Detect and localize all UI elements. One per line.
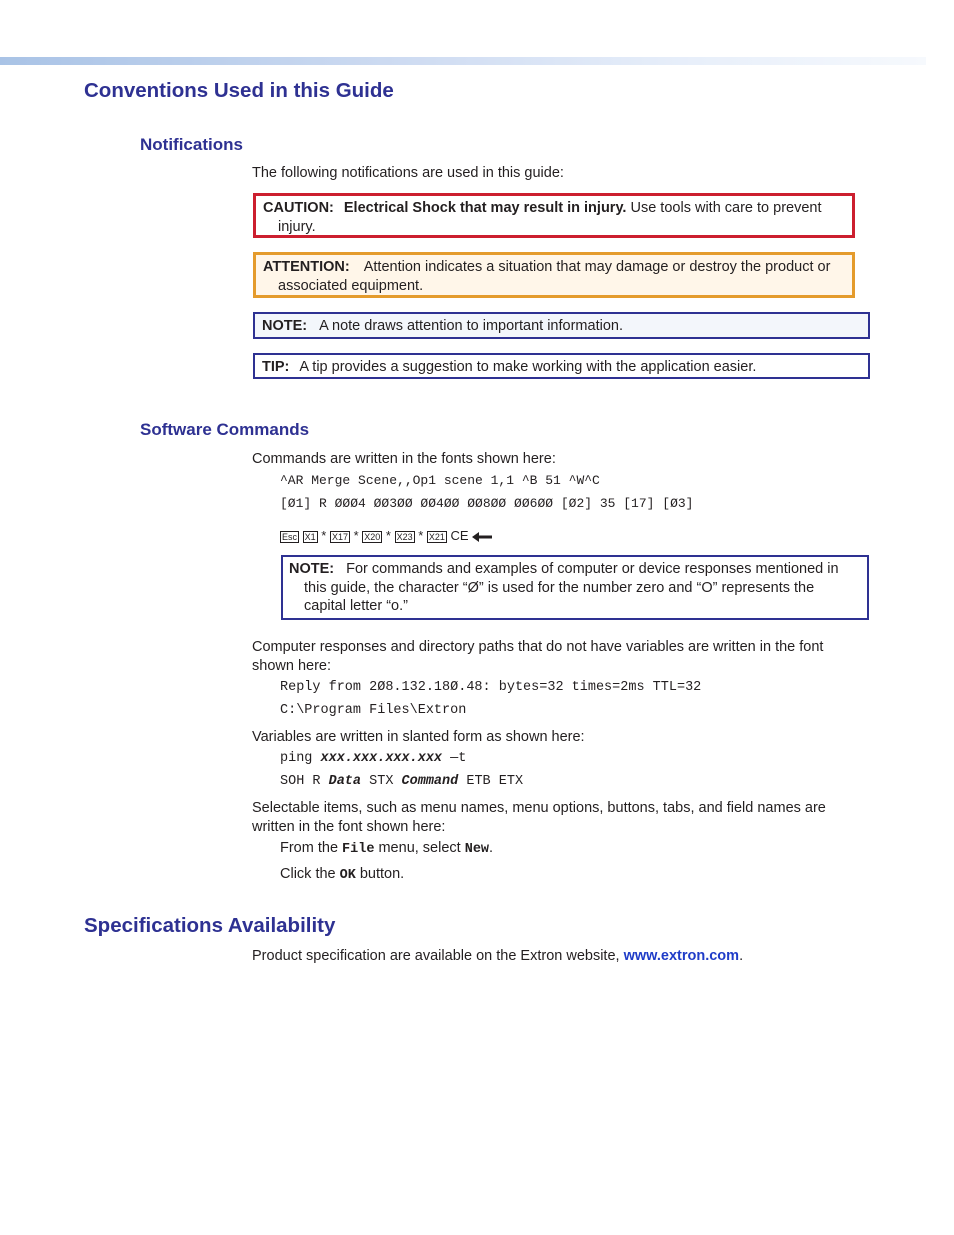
- responses-intro: Computer responses and directory paths that do not have variables are written in the font shown here:: [252, 639, 824, 674]
- new-option-name: New: [464, 842, 490, 857]
- selectable-example-2: [280, 866, 404, 883]
- specifications-text: [252, 947, 862, 966]
- data-variable: Data: [328, 774, 362, 789]
- attention-label: ATTENTION:: [263, 259, 350, 275]
- specifications-period: .: [739, 948, 744, 964]
- commands-intro: Commands are written in the fonts shown here:: [252, 451, 556, 467]
- commands-note-label: NOTE:: [289, 561, 335, 577]
- variable-example-1: [280, 751, 466, 766]
- command-example-2: [Ø1] R ØØØ4 ØØ3ØØ ØØ4ØØ ØØ8ØØ ØØ6ØØ [Ø2] 35 [17] [Ø3]: [280, 496, 694, 511]
- return-arrow-icon: [472, 532, 492, 542]
- response-example-1: Reply from 2Ø8.132.18Ø.48: bytes=32 times=2ms TTL=32: [280, 680, 702, 695]
- x23-key: X23: [396, 531, 413, 542]
- tip-notice: [253, 353, 870, 379]
- caution-label: CAUTION:: [263, 200, 334, 216]
- software-commands-heading: Software Commands: [140, 420, 310, 439]
- tip-label: TIP:: [262, 359, 290, 375]
- x17-key: X17: [331, 531, 348, 542]
- button-word: button.: [355, 866, 405, 882]
- esc-tail: CE: [450, 528, 469, 543]
- ping-text: ping: [280, 751, 321, 766]
- extron-website-link[interactable]: www.extron.com: [623, 948, 740, 964]
- period: .: [489, 840, 494, 856]
- x20-key: X20: [364, 531, 381, 542]
- conventions-heading: Conventions Used in this Guide: [84, 79, 394, 102]
- command-example-1: ^AR Merge Scene,,Op1 scene 1,1 ^B 51 ^W^C: [280, 473, 600, 488]
- caution-text: Use tools with care to prevent injury.: [278, 200, 822, 235]
- selectable-example-1: [280, 840, 493, 857]
- commands-note: [281, 555, 869, 620]
- file-menu-name: File: [342, 842, 375, 857]
- note-text: A note draws attention to important information.: [319, 318, 623, 334]
- variables-intro: Variables are written in slanted form as shown here:: [252, 729, 585, 745]
- stx-text: STX: [361, 774, 402, 789]
- attention-text: Attention indicates a situation that may damage or destroy the product or associated equipment.: [278, 259, 831, 294]
- ok-button-name: OK: [339, 868, 356, 883]
- ping-tail: —t: [442, 751, 467, 766]
- caution-notice: [253, 193, 855, 238]
- note-notice: [253, 312, 870, 339]
- selectable-intro: Selectable items, such as menu names, menu options, buttons, tabs, and field names are written in the font shown here:: [252, 800, 826, 835]
- soh-text: SOH R: [280, 774, 329, 789]
- specifications-heading: Specifications Availability: [84, 914, 336, 937]
- from-the-text: From the: [280, 840, 343, 856]
- notifications-intro: The following notifications are used in this guide:: [252, 165, 564, 181]
- esc-key: Esc: [282, 531, 298, 542]
- specifications-sentence: Product specification are available on the Extron website,: [252, 948, 624, 964]
- variable-example-2: [280, 774, 523, 789]
- command-variable: Command: [401, 774, 459, 789]
- attention-notice: [253, 252, 855, 298]
- response-example-2: C:\Program Files\Extron: [280, 703, 467, 718]
- etb-text: ETB ETX: [458, 774, 524, 789]
- commands-note-text: For commands and examples of computer or device responses mentioned in this guide, the character “Ø” is used for the number zero and “O” represents the capital letter “o.”: [304, 561, 839, 614]
- tip-text: A tip provides a suggestion to make working with the application easier.: [299, 359, 757, 375]
- x21-key: X21: [428, 531, 445, 542]
- caution-bold-text: Electrical Shock that may result in injury.: [343, 200, 627, 216]
- menu-select-text: menu, select: [374, 840, 465, 856]
- ip-variable: xxx.xxx.xxx.xxx: [320, 751, 443, 766]
- note-label: NOTE:: [262, 318, 308, 334]
- click-the-text: Click the: [280, 866, 340, 882]
- x1-key: X1: [304, 531, 316, 542]
- header-gradient-bar: [0, 57, 926, 65]
- escape-sequence-example: Esc X1 * X17 * X20 * X23 * X21 CE: [280, 528, 492, 543]
- notifications-heading: Notifications: [140, 135, 243, 154]
